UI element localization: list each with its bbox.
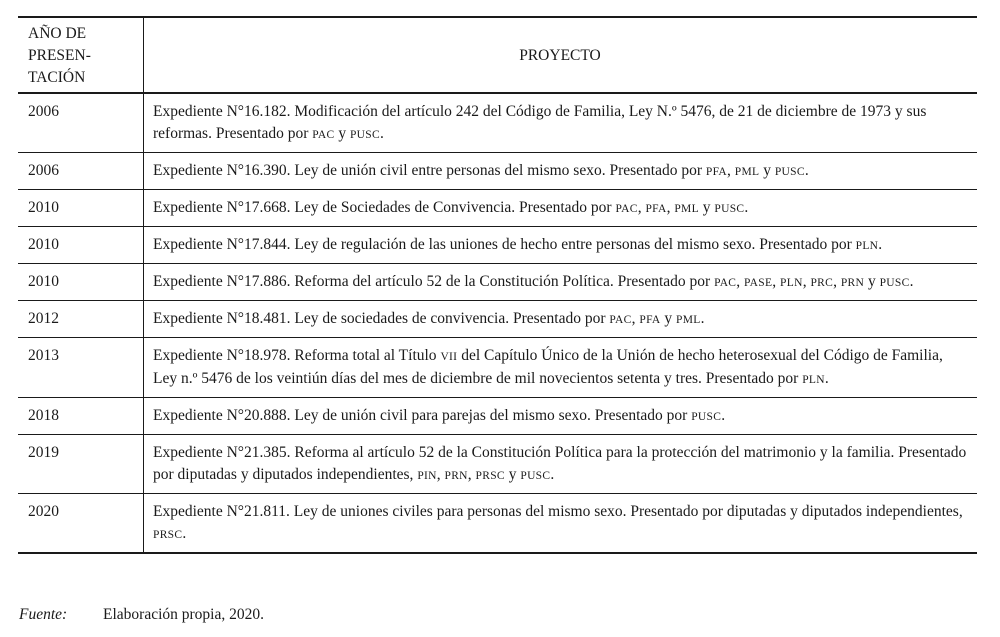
year-header-line-1: AÑO DE [28, 25, 87, 42]
project-suffix: . [721, 407, 726, 424]
table-row [18, 264, 977, 301]
party-acronym: PLN [780, 277, 803, 289]
party-acronym: PFA [639, 314, 661, 326]
party-acronym: PUSC [879, 277, 910, 289]
project-suffix: . [824, 370, 829, 387]
table-row [18, 494, 977, 554]
table-row [18, 93, 977, 153]
table-row [18, 227, 977, 264]
party-acronym: PRN [840, 277, 865, 289]
table-row [18, 398, 977, 435]
project-text: Expediente N°21.811. Ley de uniones civiles para personas del mismo sexo. Presentado por diputadas y diputados independientes, [153, 503, 963, 520]
project-suffix: . [744, 199, 749, 216]
source-note [19, 604, 264, 626]
project-suffix: . [182, 525, 187, 542]
row-project [144, 338, 978, 398]
row-project [144, 494, 978, 554]
party-acronym: PRC [810, 277, 834, 289]
project-text: Expediente N°21.385. Reforma al artículo 52 de la Constitución Política para la protección del matrimonio y la familia. Presentado por diputadas y diputados independientes, [153, 444, 967, 483]
party-acronym: PRN [444, 470, 468, 482]
row-year: 2013 [18, 338, 144, 398]
row-year: 2010 [18, 190, 144, 227]
party-acronym: PUSC [774, 166, 805, 178]
row-project: Expediente N°16.390. Ley de unión civil entre personas del mismo sexo. Presentado por PFA, PML y PUSC. [144, 153, 978, 190]
project-text: Expediente N°18.978. Reforma total al Título [153, 347, 441, 364]
project-text: Expediente N°17.886. Reforma del artículo 52 de la Constitución Política. Presentado por [153, 273, 715, 290]
table-row [18, 153, 977, 190]
party-acronym: PFA [705, 166, 728, 178]
project-text: Expediente N°20.888. Ley de unión civil para parejas del mismo sexo. Presentado por [153, 407, 692, 424]
year-header-line-3: TACIÓN [28, 69, 86, 86]
party-acronym: PAC [312, 129, 335, 141]
project-suffix: . [804, 162, 809, 179]
roman-numeral: VII [440, 351, 458, 363]
party-acronym: PLN [802, 374, 825, 386]
row-project: Expediente N°16.182. Modificación del artículo 242 del Código de Familia, Ley N.º 5476, de 21 de diciembre de 1973 y sus reformas. Presentado por PAC y PUSC. [144, 93, 978, 153]
party-acronym: PRSC [475, 470, 505, 482]
row-year: 2006 [18, 93, 144, 153]
project-suffix: . [550, 466, 555, 483]
row-project: Expediente N°21.385. Reforma al artículo 52 de la Constitución Política para la protección del matrimonio y la familia. Presentado por diputadas y diputados independientes, PIN, PRN, PRSC y PUSC. [144, 435, 978, 494]
party-acronym: PRSC [153, 529, 183, 541]
row-year: 2010 [18, 227, 144, 264]
party-acronym: PAC [714, 277, 737, 289]
project-text: del Capítulo Único de la Unión de hecho heterosexual del Código de Familia, Ley n.º 5476 de los veintiún días del mes de diciembre de mil novecientos setenta y tres. Presentado por [153, 347, 943, 387]
party-acronym: PAC [609, 314, 632, 326]
table-row [18, 301, 977, 338]
row-year: 2020 [18, 494, 144, 554]
table-row [18, 435, 977, 494]
row-year: 2012 [18, 301, 144, 338]
year-header-line-2: PRESEN- [28, 47, 91, 64]
project-text: Expediente N°16.390. Ley de unión civil entre personas del mismo sexo. Presentado por [153, 162, 706, 179]
projects-table [18, 16, 977, 554]
project-suffix: . [909, 273, 914, 290]
party-acronym: PIN [417, 470, 437, 482]
party-acronym: PUSC [714, 203, 745, 215]
row-year: 2018 [18, 398, 144, 435]
row-year: 2010 [18, 264, 144, 301]
row-project: Expediente N°18.481. Ley de sociedades de convivencia. Presentado por PAC, PFA y PML. [144, 301, 978, 338]
party-acronym: PLN [855, 240, 879, 252]
project-suffix: . [379, 125, 384, 142]
party-acronym: PML [674, 203, 699, 215]
project-suffix: . [700, 310, 705, 327]
source-label [19, 604, 103, 626]
project-column-header: PROYECTO [144, 17, 978, 93]
table-header [18, 17, 977, 93]
project-suffix: . [878, 236, 883, 253]
header-row [18, 17, 977, 93]
party-acronym: PAC [615, 203, 638, 215]
party-acronym: PUSC [691, 411, 722, 423]
project-text: Expediente N°18.481. Ley de sociedades de convivencia. Presentado por [153, 310, 610, 327]
row-year: 2019 [18, 435, 144, 494]
row-project [144, 227, 978, 264]
table-body [18, 93, 977, 553]
party-acronym: PFA [645, 203, 667, 215]
source-label-separator: : [62, 606, 68, 623]
table-row [18, 190, 977, 227]
source-label-text: Fuente [19, 606, 63, 623]
row-project: Expediente N°17.886. Reforma del artículo 52 de la Constitución Política. Presentado por PAC, PASE, PLN, PRC, PRN y PUSC. [144, 264, 978, 301]
party-acronym: PASE [744, 277, 773, 289]
table-row [18, 338, 977, 398]
party-acronym: PML [676, 314, 701, 326]
project-text: Expediente N°17.668. Ley de Sociedades de Convivencia. Presentado por [153, 199, 616, 216]
party-acronym: PML [734, 166, 760, 178]
project-text: Expediente N°16.182. Modificación del artículo 242 del Código de Familia, Ley N.º 5476, de 21 de diciembre de 1973 y sus reformas. Presentado por [153, 103, 927, 142]
source-text: Elaboración propia, 2020. [103, 606, 264, 623]
project-text: Expediente N°17.844. Ley de regulación de las uniones de hecho entre personas del mismo sexo. Presentado por [153, 236, 856, 253]
party-acronym: PUSC [520, 470, 551, 482]
row-year: 2006 [18, 153, 144, 190]
year-column-header [18, 17, 144, 93]
party-acronym: PUSC [349, 129, 380, 141]
row-project [144, 398, 978, 435]
row-project: Expediente N°17.668. Ley de Sociedades de Convivencia. Presentado por PAC, PFA, PML y PUSC. [144, 190, 978, 227]
